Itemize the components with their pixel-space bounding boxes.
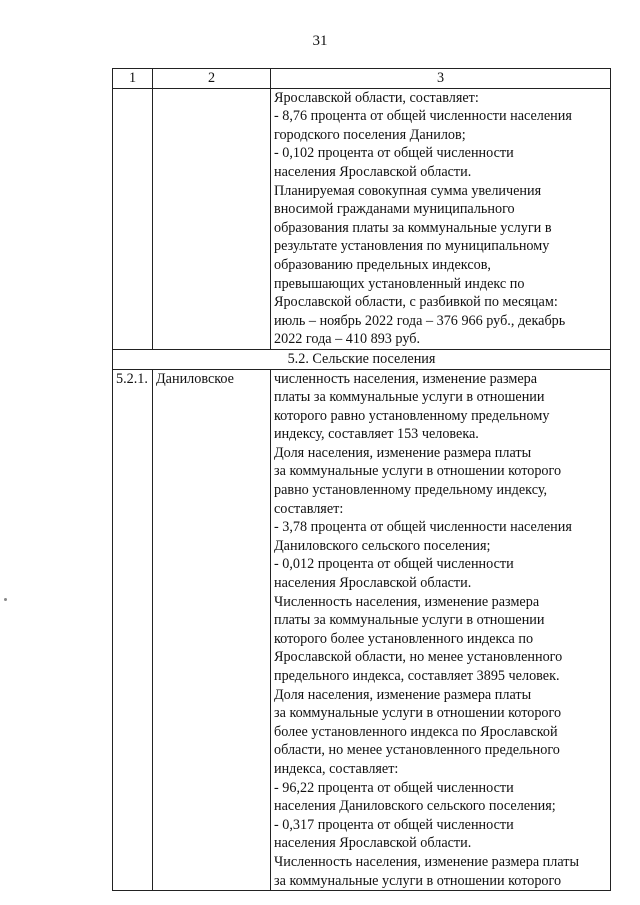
text-line: платы за коммунальные услуги в отношении	[274, 612, 545, 629]
text-line: за коммунальные услуги в отношении которого	[274, 872, 562, 889]
text-line: превышающих установленный индекс по	[274, 275, 525, 292]
text-line: Численность населения, изменение размера платы	[274, 853, 580, 870]
text-line: Доля населения, изменение размера платы	[274, 444, 532, 461]
text-line: населения Ярославской области.	[274, 163, 472, 180]
text-line: образованию предельных индексов,	[274, 256, 491, 273]
text-line: - 0,012 процента от общей численности	[274, 556, 514, 573]
text-line: Численность населения, изменение размера	[274, 593, 540, 610]
section-row	[113, 349, 611, 369]
text-line: предельного индекса, составляет 3895 человек.	[274, 668, 560, 684]
text-line: за коммунальные услуги в отношении которого	[274, 463, 562, 480]
continuation-text-cell	[271, 88, 611, 349]
text-line: городского поселения Данилов;	[274, 126, 466, 143]
text-line: - 3,78 процента от общей численности населения	[274, 519, 572, 536]
text-line: более установленного индекса по Ярославской	[274, 723, 558, 740]
continuation-name-cell	[153, 88, 271, 349]
text-line: июль – ноябрь 2022 года – 376 966 руб., декабрь	[274, 312, 566, 329]
row-number: 5.2.1.	[113, 369, 153, 891]
text-line: которого равно установленному предельному	[274, 407, 550, 424]
text-line: индексу, составляет 153 человека.	[274, 426, 479, 443]
margin-dot	[4, 598, 7, 601]
text-line: населения Ярославской области.	[274, 835, 472, 852]
text-line: Планируемая совокупная сумма увеличения	[274, 182, 542, 199]
document-table	[112, 68, 611, 891]
settlement-name: Даниловское	[153, 369, 271, 891]
text-line: индекса, составляет:	[274, 760, 399, 777]
text-line: Доля населения, изменение размера платы	[274, 686, 532, 703]
text-line: вносимой гражданами муниципального	[274, 201, 515, 218]
text-line: Ярославской области, составляет:	[274, 89, 479, 106]
text-line: населения Ярославской области.	[274, 575, 472, 592]
text-line: образования платы за коммунальные услуги в	[274, 219, 552, 236]
text-line: Даниловского сельского поселения;	[274, 537, 491, 554]
row-text-cell	[271, 369, 611, 891]
header-row	[113, 69, 611, 89]
text-line: - 0,102 процента от общей численности	[274, 145, 514, 162]
text-line: Ярославской области, с разбивкой по месяцам:	[274, 294, 558, 311]
text-line: Ярославской области, но менее установленного	[274, 649, 563, 666]
text-line: 2022 года – 410 893 руб.	[274, 331, 421, 348]
header-cell-2: 2	[153, 69, 271, 89]
text-line: составляет:	[274, 500, 344, 517]
text-line: - 8,76 процента от общей численности населения	[274, 108, 572, 125]
text-line: равно установленному предельному индексу,	[274, 482, 548, 499]
text-line: которого более установленного индекса по	[274, 630, 534, 647]
text-line: населения Даниловского сельского поселения;	[274, 798, 556, 815]
continuation-row	[113, 88, 611, 349]
text-line: области, но менее установленного предельного	[274, 742, 560, 759]
text-line: - 96,22 процента от общей численности	[274, 779, 514, 796]
continuation-number-cell	[113, 88, 153, 349]
header-cell-1: 1	[113, 69, 153, 89]
text-line: за коммунальные услуги в отношении которого	[274, 705, 562, 722]
text-line: численность населения, изменение размера	[274, 370, 538, 387]
section-title: 5.2. Сельские поселения	[113, 349, 611, 369]
table-row	[113, 369, 611, 891]
text-line: результате установления по муниципальному	[274, 238, 550, 255]
page-number: 31	[312, 33, 328, 49]
text-line: платы за коммунальные услуги в отношении	[274, 389, 545, 406]
text-line: - 0,317 процента от общей численности	[274, 816, 514, 833]
header-cell-3: 3	[271, 69, 611, 89]
